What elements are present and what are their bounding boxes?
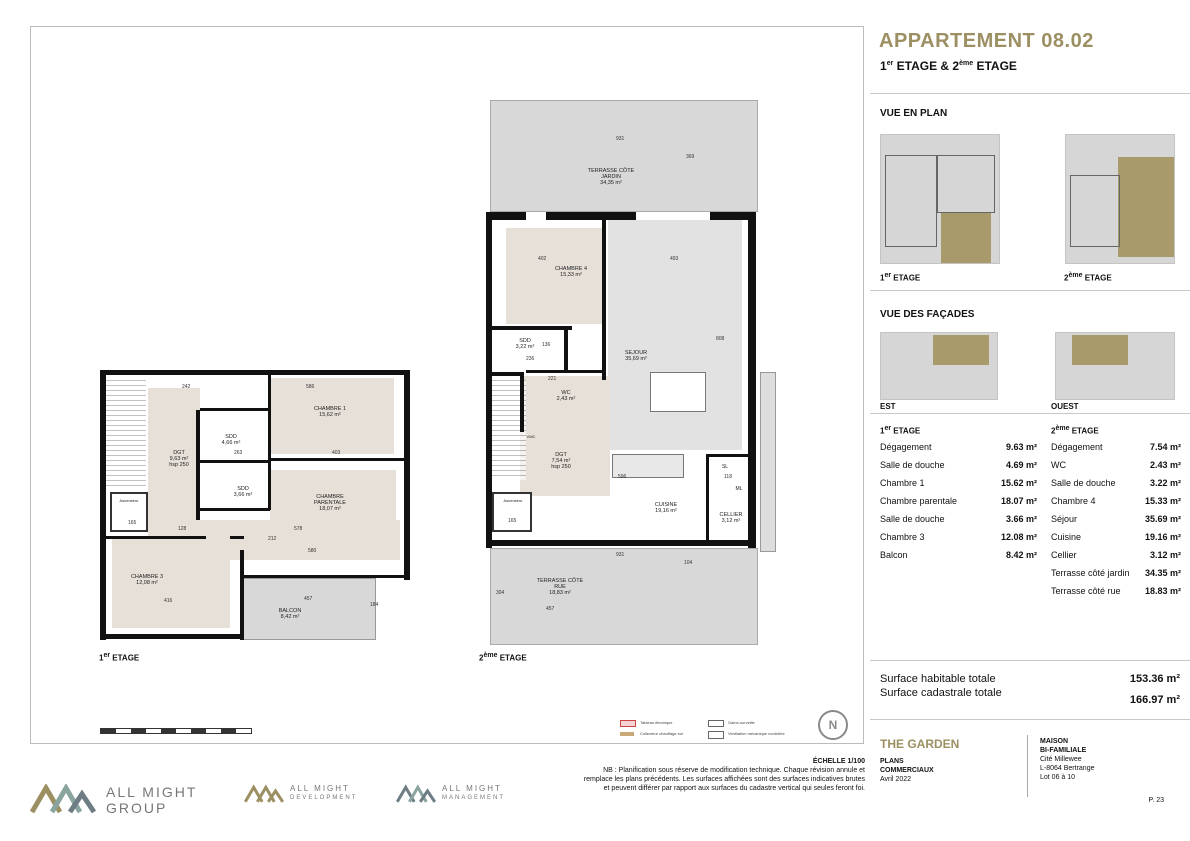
dim: 118 [724, 474, 732, 480]
surface-label: Cuisine [1051, 532, 1082, 542]
facade-ouest-label: OUEST [1051, 402, 1079, 411]
surface-value: 9.63 m² [1005, 442, 1037, 452]
vue-facades-heading: VUE DES FAÇADES [880, 309, 975, 320]
room-chambre3: CHAMBRE 3 12,08 m² [130, 574, 164, 586]
surface-row [1051, 474, 1181, 492]
surfaces-etage2-list [1051, 438, 1181, 600]
dim: 104 [684, 560, 693, 566]
room-dgt1: DGT 9,63 m² hsp 250 [169, 450, 189, 468]
surface-value: 8.42 m² [1005, 550, 1037, 560]
dim: 578 [294, 526, 303, 532]
surface-row [1051, 582, 1181, 600]
surface-label: Chambre 1 [880, 478, 925, 488]
room-sejour: SEJOUR 35,69 m² [624, 350, 648, 362]
legend: Tableau électrique Collecteur chauffage sol Gaine-surveille Ventilation mécanique contrôlée [620, 718, 800, 742]
logo-all-might-group: ALL MIGHT GROUP [30, 782, 220, 818]
room-parentale: CHAMBRE PARENTALE 18,07 m² [314, 494, 346, 512]
dim: 369 [686, 154, 695, 160]
surface-value: 3.22 m² [1149, 478, 1181, 488]
dim: 493 [670, 256, 679, 262]
vue-en-plan-heading: VUE EN PLAN [880, 108, 948, 119]
surface-value: 15.62 m² [1000, 478, 1037, 488]
dim: 184 [370, 602, 379, 608]
surface-row [1051, 438, 1181, 456]
surface-label: Chambre 4 [1051, 496, 1096, 506]
plan-thumbnail-2 [1065, 134, 1175, 264]
dim: 586 [306, 384, 315, 390]
dim: 402 [538, 256, 547, 262]
surface-row [1051, 510, 1181, 528]
dim: 931 [616, 552, 625, 558]
room-sdd2: SDD 3,66 m² [233, 486, 253, 498]
surface-row [880, 492, 1037, 510]
dim: 403 [332, 450, 341, 456]
dim: 808 [716, 336, 725, 342]
mountain-logo-icon [396, 784, 436, 804]
room-sdd-2: SDD 3,22 m² [515, 338, 535, 350]
logo-all-might-development: ALL MIGHT DEVELOPMENT [244, 782, 384, 808]
surface-value: 4.69 m² [1005, 460, 1037, 470]
floor-plan-2 [480, 100, 780, 645]
surface-row [880, 456, 1037, 474]
plan-thumbnail-2-label: 2ème ETAGE [1064, 272, 1112, 283]
dim: 457 [546, 606, 555, 612]
mountain-logo-icon [244, 784, 284, 804]
vertical-divider [1027, 735, 1028, 797]
surface-value: 34.35 m² [1144, 568, 1181, 578]
surface-value: 3.66 m² [1005, 514, 1037, 524]
divider [870, 290, 1190, 291]
north-arrow-icon: N [818, 710, 848, 740]
surface-label: Séjour [1051, 514, 1078, 524]
surface-label: Dégagement [1051, 442, 1103, 452]
dim: 236 [526, 356, 535, 362]
surface-value: 19.16 m² [1144, 532, 1181, 542]
floor-label-2: 2ème ETAGE [479, 652, 527, 663]
dim: 263 [234, 450, 243, 456]
surface-label: Balcon [880, 550, 908, 560]
divider [870, 660, 1190, 661]
surface-habitable-label: Surface habitable totale [880, 673, 996, 685]
page-subtitle: 1er ETAGE & 2ème ETAGE [880, 59, 1017, 73]
dim: 580 [308, 548, 317, 554]
room-cellier: CELLIER 3,12 m² [719, 512, 743, 524]
surface-value: 18.83 m² [1144, 586, 1181, 596]
room-chambre1: CHAMBRE 1 15,62 m² [313, 406, 347, 418]
room-vmc: VMC [526, 434, 536, 439]
surfaces-etage1-heading: 1er ETAGE [880, 425, 921, 436]
room-dgt-2: DGT 7,54 m² hsp 250 [551, 452, 571, 470]
surface-row [880, 546, 1037, 564]
surface-value: 3.12 m² [1149, 550, 1181, 560]
surface-row [880, 528, 1037, 546]
project-address: MAISON BI-FAMILIALE Cité Millewee L-8064 Bertrange Lot 06 à 10 [1040, 738, 1095, 781]
surface-label: Chambre 3 [880, 532, 925, 542]
dim: 931 [616, 136, 625, 142]
surface-value: 35.69 m² [1144, 514, 1181, 524]
dim: 212 [268, 536, 277, 542]
surface-row [1051, 564, 1181, 582]
surface-value: 7.54 m² [1149, 442, 1181, 452]
divider [870, 719, 1190, 720]
surface-row [880, 438, 1037, 456]
logo-all-might-management: ALL MIGHT MANAGEMENT [396, 782, 536, 808]
plan-thumbnail-1 [880, 134, 1000, 264]
dim: 165 [508, 518, 517, 524]
room-terrasse-jardin: TERRASSE CÔTE JARDIN 34,35 m² [587, 168, 635, 186]
dim: 304 [496, 590, 505, 596]
surfaces-etage2-heading: 2ème ETAGE [1051, 425, 1099, 436]
divider [870, 413, 1190, 414]
dim: 416 [164, 598, 173, 604]
dim: 596 [618, 474, 627, 480]
room-ascenseur-1: Ascenseur [119, 498, 139, 503]
page-number: P. 23 [1148, 797, 1164, 804]
surface-label: Salle de douche [1051, 478, 1116, 488]
surface-value: 12.08 m² [1000, 532, 1037, 542]
surfaces-etage1-list [880, 438, 1037, 564]
surface-row [1051, 456, 1181, 474]
surface-label: Salle de douche [880, 514, 945, 524]
surface-label: Cellier [1051, 550, 1077, 560]
project-plans: PLANS COMMERCIAUX Avril 2022 [880, 758, 934, 783]
surface-row [880, 510, 1037, 528]
disclaimer: NB : Planification sous réserve de modification technique. Chaque révision annule et remplace les plans précédents. Les surfaces affichées sont des surfaces indicatives brutes et peuvent différer par rapport aux surfaces du cadastre vertical qui seules feront foi. [583, 767, 865, 792]
surface-value: 2.43 m² [1149, 460, 1181, 470]
divider [870, 93, 1190, 94]
room-sdd1: SDD 4,66 m² [221, 434, 241, 446]
project-name: THE GARDEN [880, 737, 960, 751]
surface-label: WC [1051, 460, 1066, 470]
scale-bar [100, 728, 252, 734]
dim: 128 [178, 526, 187, 532]
facade-ouest-thumbnail [1055, 332, 1175, 400]
room-chambre4: CHAMBRE 4 15,33 m² [554, 266, 588, 278]
floor-plan-1 [100, 370, 410, 640]
echelle: ÉCHELLE 1/100 [812, 758, 865, 765]
surface-row [880, 474, 1037, 492]
floor-label-1: 1er ETAGE [99, 652, 140, 663]
room-cuisine: CUISINE 19,16 m² [654, 502, 678, 514]
room-balcon: BALCON 8,42 m² [278, 608, 302, 620]
room-sl: SL [721, 464, 729, 470]
surface-label: Chambre parentale [880, 496, 958, 506]
surface-label: Salle de douche [880, 460, 945, 470]
surface-cadastrale-label: Surface cadastrale totale [880, 687, 1002, 699]
facade-est-label: EST [880, 402, 896, 411]
mountain-logo-icon [30, 784, 96, 814]
surface-cadastrale-value: 166.97 m² [1129, 694, 1180, 706]
surface-label: Terrasse côté jardin [1051, 568, 1130, 578]
room-ml: ML [735, 486, 743, 492]
surface-row [1051, 492, 1181, 510]
room-ascenseur-2: Ascenseur [503, 498, 523, 503]
surface-value: 18.07 m² [1000, 496, 1037, 506]
room-wc: WC 2,43 m² [556, 390, 576, 402]
surface-habitable-value: 153.36 m² [1129, 673, 1180, 685]
dim: 221 [548, 376, 557, 382]
surface-row [1051, 546, 1181, 564]
surface-row [1051, 528, 1181, 546]
surface-value: 15.33 m² [1144, 496, 1181, 506]
room-terrasse-rue: TERRASSE CÔTE RUE 18,83 m² [536, 578, 584, 596]
dim: 457 [304, 596, 313, 602]
surface-label: Terrasse côté rue [1051, 586, 1121, 596]
facade-est-thumbnail [880, 332, 998, 400]
page-title: APPARTEMENT 08.02 [879, 30, 1094, 52]
plan-thumbnail-1-label: 1er ETAGE [880, 272, 921, 283]
dim: 242 [182, 384, 191, 390]
dim: 165 [128, 520, 137, 526]
dim: 136 [542, 342, 551, 348]
surface-label: Dégagement [880, 442, 932, 452]
